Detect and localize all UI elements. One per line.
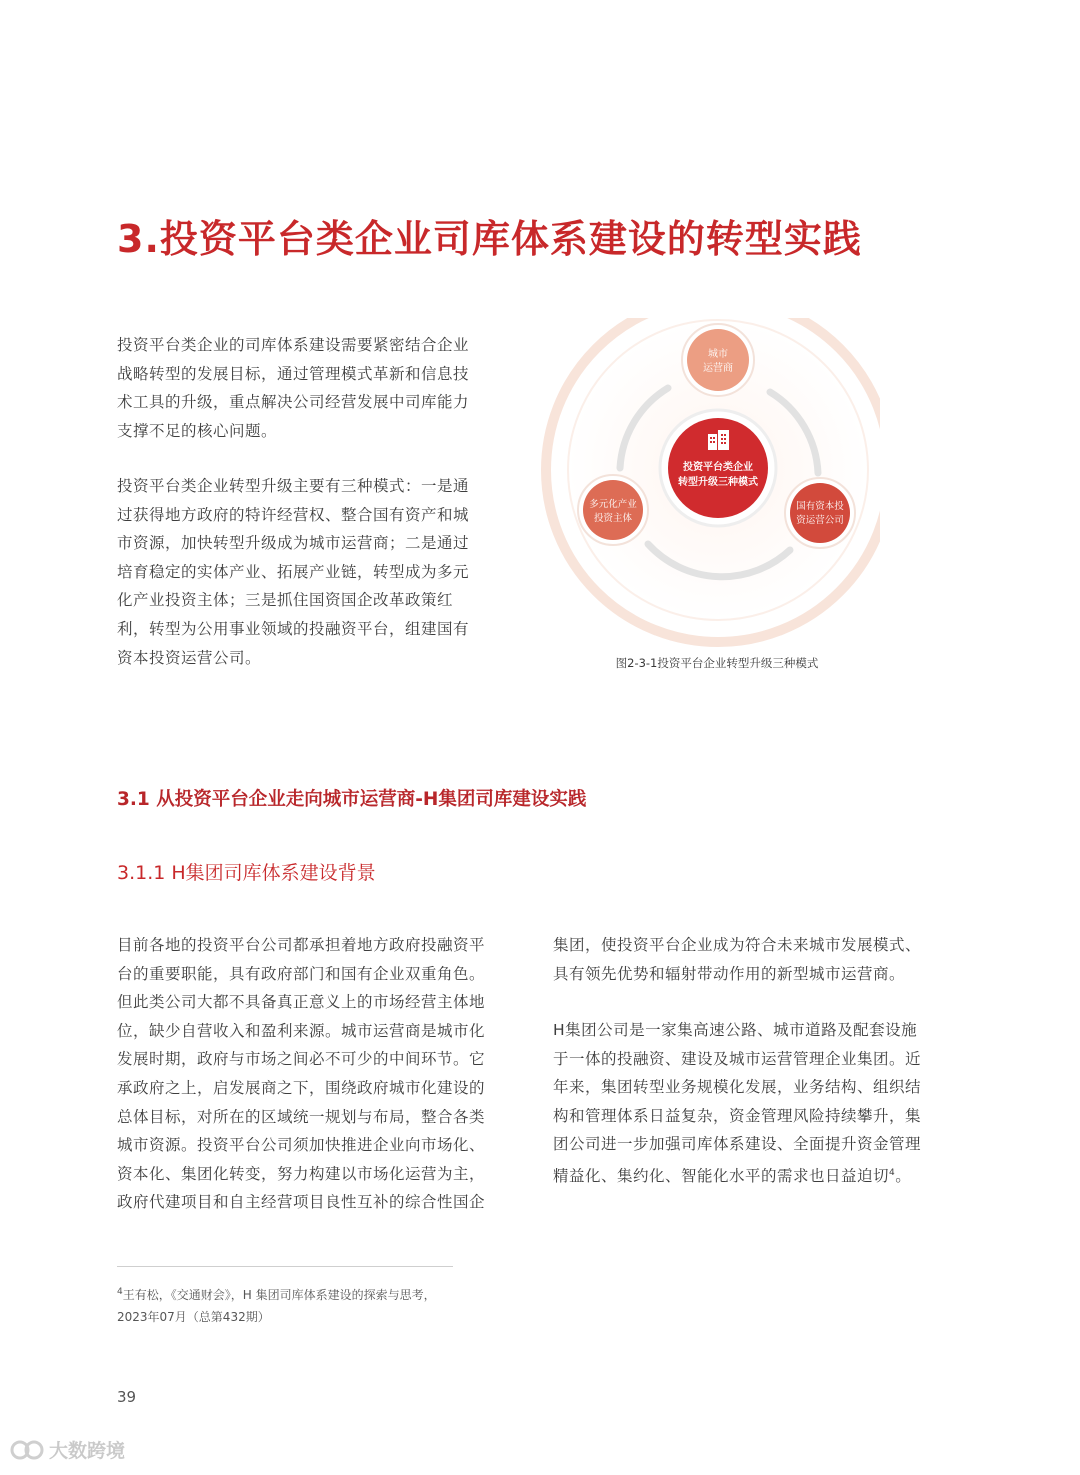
page-number: 39 bbox=[117, 1388, 137, 1406]
footnote-marker: 4 bbox=[117, 1287, 123, 1297]
top-node-label-2: 运营商 bbox=[703, 363, 733, 374]
center-node-label-1: 投资平台类企业 bbox=[683, 462, 753, 473]
watermark bbox=[10, 1436, 125, 1463]
body-left-column: 目前各地的投资平台公司都承担着地方政府投融资平台的重要职能，具有政府部门和国有企业双重角色。但此类公司大都不具备真正意义上的市场经营主体地位，缺少自营收入和盈利来源。城市运营商是城市化发展时期，政府与市场之间必不可少的中间环节。它承政府之上，启发展商之下，围绕政府城市化建设的总体目标，对所在的区域统一规划与布局，整合各类城市资源。投资平台公司须加快推进企业向市场化、资本化、集团化转变，努力构建以市场化运营为主，政府代建项目和自主经营项目良性互补的综合性国企 bbox=[117, 936, 486, 1212]
figure-caption: 图2-3-1投资平台企业转型升级三种模式 bbox=[615, 656, 819, 670]
right-node-label-2: 资运营公司 bbox=[796, 515, 844, 526]
top-node-label-1: 城市 bbox=[708, 349, 728, 360]
center-node-label-2: 转型升级三种模式 bbox=[678, 477, 758, 488]
left-node bbox=[583, 480, 643, 540]
footnote-text: 王有松，《交通财会》，H 集团司库体系建设的探索与思考，2023年07月（总第432期） bbox=[117, 1288, 436, 1324]
subsection-heading: 3.1.1 H集团司库体系建设背景 bbox=[117, 862, 376, 884]
transformation-modes-diagram bbox=[540, 318, 880, 648]
body-right-paragraph-2 bbox=[553, 1016, 931, 1191]
right-node-label-1: 国有资本投 bbox=[796, 501, 844, 512]
footnote-reference[interactable]: 4 bbox=[889, 1167, 896, 1178]
page-title: 3.投资平台类企业司库体系建设的转型实践 bbox=[117, 217, 862, 261]
left-node-label-1: 多元化产业 bbox=[589, 499, 637, 510]
watermark-text: 大数跨境 bbox=[49, 1440, 126, 1462]
left-node-label-2: 投资主体 bbox=[593, 513, 633, 524]
intro-paragraph-1: 投资平台类企业的司库体系建设需要紧密结合企业战略转型的发展目标，通过管理模式革新和信息技术工具的升级，重点解决公司经营发展中司库能力支撑不足的核心问题。 bbox=[117, 336, 470, 440]
intro-paragraph-2: 投资平台类企业转型升级主要有三种模式：一是通过获得地方政府的特许经营权、整合国有资产和城市资源，加快转型升级成为城市运营商；二是通过培育稳定的实体产业、拓展产业链，转型成为多元化产业投资主体；三是抓住国资国企改革政策红利，转型为公用事业领域的投融资平台，组建国有资本投资运营公司。 bbox=[117, 477, 470, 667]
right-node bbox=[790, 483, 850, 543]
section-heading: 3.1 从投资平台企业走向城市运营商-H集团司库建设实践 bbox=[117, 789, 587, 810]
body-right-paragraph-1: 集团，使投资平台企业成为符合未来城市发展模式、具有领先优势和辐射带动作用的新型城市运营商。 bbox=[553, 936, 922, 983]
footnote-divider bbox=[117, 1266, 453, 1267]
body-right-paragraph-2-end: 。 bbox=[895, 1167, 912, 1186]
watermark-logo-icon bbox=[10, 1437, 44, 1463]
footnote bbox=[117, 1281, 462, 1328]
body-right-paragraph-2-text: H集团公司是一家集高速公路、城市道路及配套设施于一体的投融资、建设及城市运营管理企业集团。近年来，集团转型业务规模化发展，业务结构、组织结构和管理体系日益复杂，资金管理风险持续攀升，集团公司进一步加强司库体系建设、全面提升资金管理精益化、集约化、智能化水平的需求也日益迫切 bbox=[553, 1021, 922, 1186]
top-node bbox=[687, 329, 749, 391]
